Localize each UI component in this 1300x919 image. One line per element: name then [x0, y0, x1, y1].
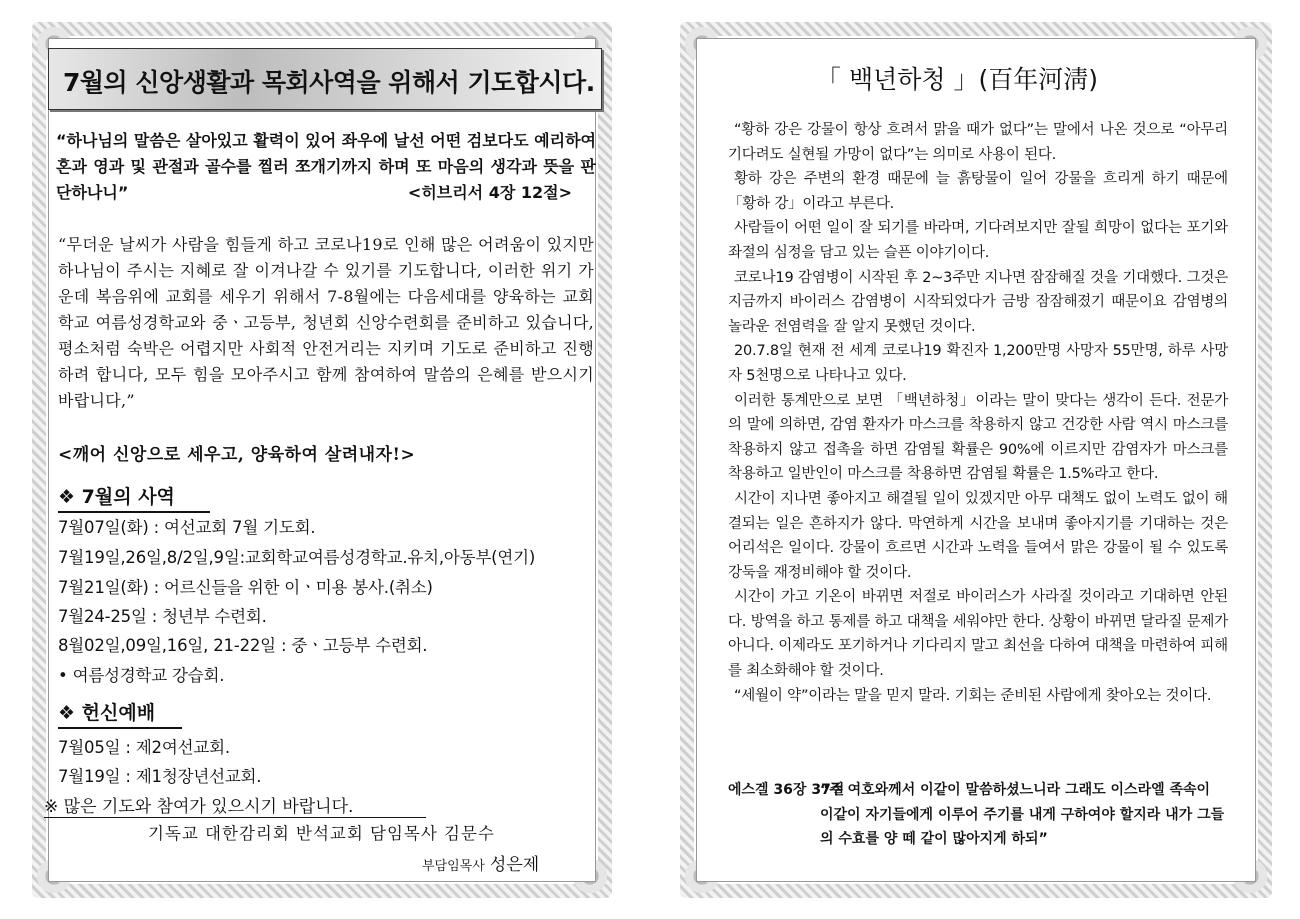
list-item: 7월24-25일 : 청년부 수련회. [58, 607, 267, 626]
page-title: 7월의 신앙생활과 목회사역을 위해서 기도합시다. [63, 68, 595, 97]
list-item: 7월19일 : 제1청장년선교회. [58, 767, 262, 786]
associate-pastor [422, 850, 539, 875]
paragraph: 사람들이 어떤 일이 잘 되기를 바라며, 기다려보지만 잘될 희망이 없다는 포기와 좌절의 심정을 담고 있는 슬픈 이야기이다. [728, 220, 1228, 261]
scripture-text: “주 여호와께서 이같이 말씀하셨느니라 그래도 이스라엘 족속이 이같이 자기들에게 이루어 주기를 내게 구하여야 할지라 내가 그들의 수효를 양 떼 같이 많아지게 하되” [820, 782, 1225, 847]
paragraph: 20.7.8일 현재 전 세계 코로나19 확진자 1,200만명 사망자 55만명, 하루 사망자 5천명으로 나타나고 있다. [728, 343, 1228, 384]
associate-pastor-label: 부담임목사 [422, 859, 485, 874]
paragraph: “세월이 약”이라는 말을 믿지 말라. 기회는 준비된 사람에게 찾아오는 것이다. [734, 687, 1212, 704]
paragraph: 황하 강은 주변의 환경 때문에 늘 흙탕물이 일어 강물을 흐리게 하기 때문에 「황하 강」이라고 부른다. [728, 171, 1228, 212]
scripture-reference: 에스겔 36장 37절 [728, 782, 845, 798]
verse-reference: <히브리서 4장 12절> [407, 183, 572, 202]
verse-text: “하나님의 말씀은 살아있고 활력이 있어 좌우에 날선 어떤 검보다도 예리하여 혼과 영과 및 관절과 골수를 찔러 쪼개기까지 하며 또 마음의 생각과 뜻을 판단하나니” [56, 131, 596, 202]
list-item: 7월21일(화) : 어르신들을 위한 이ㆍ미용 봉사.(취소) [58, 578, 433, 597]
left-page [32, 22, 612, 898]
list-item: • 여름성경학교 강습회. [58, 666, 225, 685]
essay-body [728, 118, 1228, 708]
section-title-dedication-service: ❖ 헌신예배 [58, 698, 182, 729]
list-item: 7월05일 : 제2여선교회. [58, 738, 230, 757]
title-banner [48, 48, 602, 110]
pastoral-message: “무더운 날씨가 사람을 힘들게 하고 코로나19로 인해 많은 어려움이 있지만 하나님이 주시는 지혜로 잘 이겨나갈 수 있기를 기도합니다, 이러한 위기 가운데 복음위에 교회를 세우기 위해서 7-8월에는 다음세대를 양육하는 교회학교 여름성경학교와 중ㆍ고등부, 청년회 신앙수련회를 준비하고 있습니다, 평소처럼 숙박은 어렵지만 사회적 안전거리는 지키며 기도로 준비하고 진행하려 합니다, 모두 힘을 모아주시고 함께 참여하여 말씀의 은혜를 받으시기 바랍니다,” [58, 235, 594, 410]
essay-title: 「 백년하청 」(百年河淸) [816, 65, 1099, 94]
paragraph: 시간이 가고 기온이 바뀌면 저절로 바이러스가 사라질 것이라고 기대하면 안된다. 방역을 하고 통제를 하고 대책을 세워야만 한다. 상황이 바뀌면 달라질 문제가 아니다. 이제라도 포기하거나 기다리지 말고 최선을 다하여 대책을 마련하여 피해를 최소화해야 할 것이다. [728, 589, 1228, 680]
prayer-note: ※ 많은 기도와 참여가 있으시기 바랍니다. [44, 792, 426, 818]
church-signature: 기독교 대한감리회 반석교회 담임목사 김문수 [148, 824, 495, 843]
associate-pastor-name: 성은제 [489, 855, 540, 875]
right-page [680, 22, 1272, 898]
list-item: 8월02일,09일,16일, 21-22일 : 중ㆍ고등부 수련회. [58, 636, 428, 655]
slogan: <깨어 신앙으로 세우고, 양육하여 살려내자!> [58, 445, 416, 465]
paragraph: 코로나19 감염병이 시작된 후 2~3주만 지나면 잠잠해질 것을 기대했다. 그것은 지금까지 바이러스 감염병이 시작되었다가 금방 잠잠해졌기 때문이요 감염병의 놀라운 전염력을 잘 알지 못했던 것이다. [728, 269, 1228, 335]
paragraph: “황하 강은 강물이 항상 흐려서 맑을 때가 없다”는 말에서 나온 것으로 “아무리 기다려도 실현될 가망이 없다”는 의미로 사용이 된다. [728, 122, 1228, 163]
paragraph: 이러한 통계만으로 보면 「백년하청」이라는 말이 맞다는 생각이 든다. 전문가의 말에 의하면, 감염 환자가 마스크를 착용하지 않고 건강한 사람 역시 마스크를 착용하지 않고 접촉을 하면 감염될 확률은 90%에 이르지만 감염자가 마스크를 착용하고 일반인이 마스크를 착용하면 감염될 확률은 1.5%라고 한다. [728, 392, 1228, 483]
paragraph: 시간이 지나면 좋아지고 해결될 일이 있겠지만 아무 대책도 없이 노력도 없이 해결되는 일은 흔하지가 않다. 막연하게 시간을 보내며 좋아지기를 기대하는 것은 어리석은 일이다. 강물이 흐르면 시간과 노력을 들여서 맑은 강물이 될 수 있도록 강둑을 재정비해야 할 것이다. [728, 490, 1228, 581]
section-title-july-ministry: ❖ 7월의 사역 [58, 482, 210, 513]
closing-scripture [728, 778, 1228, 852]
list-item: 7월07일(화) : 여선교회 7월 기도회. [58, 518, 316, 537]
scripture-verse [56, 128, 596, 206]
list-item: 7월19일,26일,8/2일,9일:교회학교여름성경학교.유치,아동부(연기) [58, 548, 536, 567]
